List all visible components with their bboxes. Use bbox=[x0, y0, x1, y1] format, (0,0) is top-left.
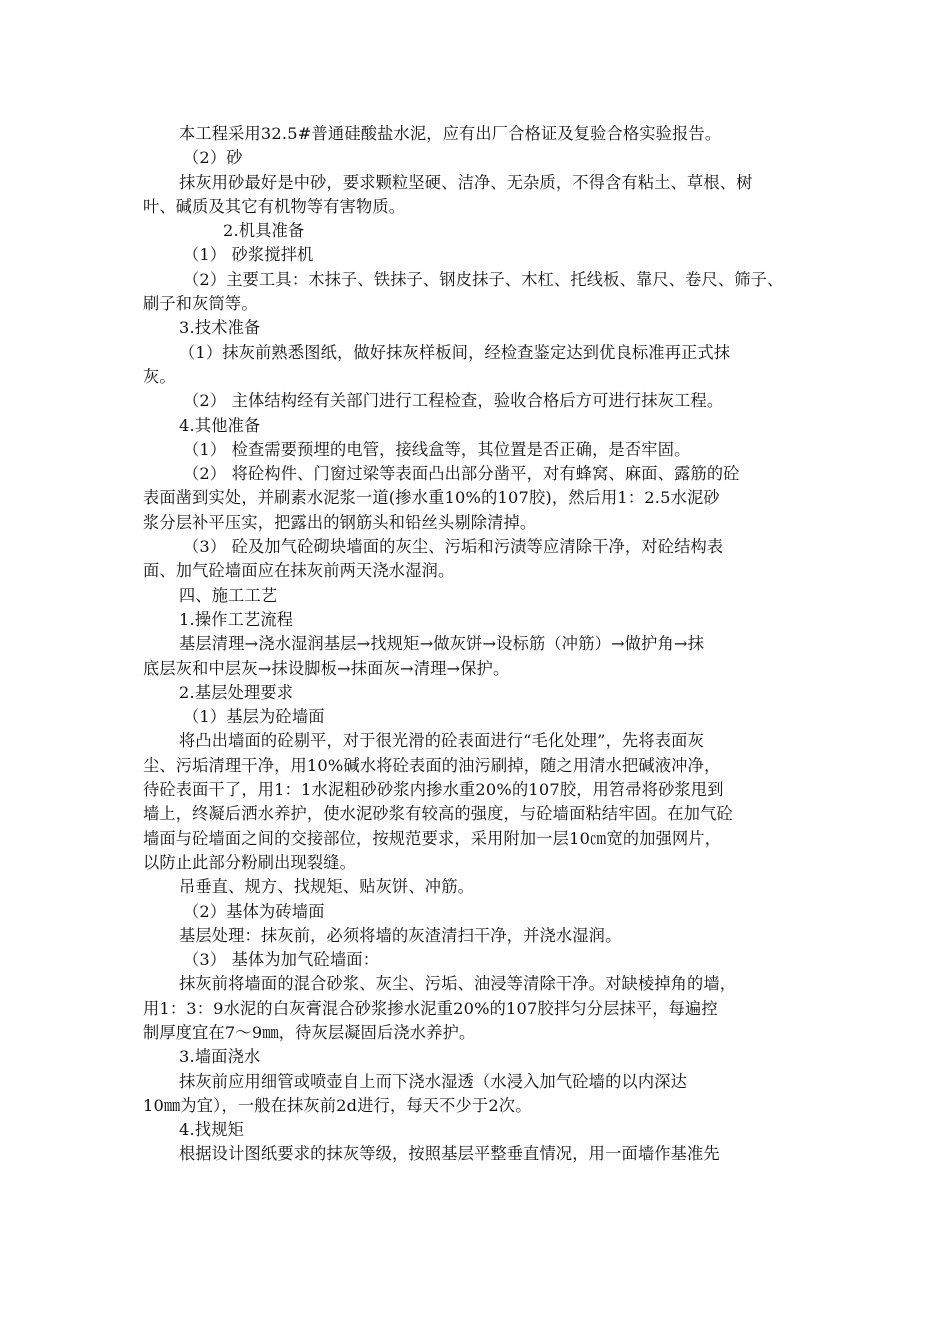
text-line: 叶、碱质及其它有机物等有害物质。 bbox=[143, 196, 406, 216]
text-line: （2） 将砼构件、门窗过梁等表面凸出部分凿平，对有蜂窝、麻面、露筋的砼 bbox=[183, 464, 740, 484]
section-heading: 4.找规矩 bbox=[179, 1120, 245, 1140]
text-line: 制厚度宜在7～9㎜，待灰层凝固后浇水养护。 bbox=[143, 1022, 476, 1042]
text-line: 灰。 bbox=[143, 366, 176, 386]
text-line: 将凸出墙面的砼剔平，对于很光滑的砼表面进行“毛化处理”，先将表面灰 bbox=[179, 731, 704, 751]
text-line: 抹灰前应用细管或喷壶自上而下浇水湿透（水浸入加气砼墙的以内深达 bbox=[179, 1071, 688, 1091]
text-line: 以防止此部分粉刷出现裂缝。 bbox=[143, 852, 357, 872]
text-line: 吊垂直、规方、找规矩、贴灰饼、冲筋。 bbox=[179, 877, 474, 897]
text-line: 刷子和灰筒等。 bbox=[143, 294, 258, 314]
section-heading: 四、施工工艺 bbox=[179, 585, 278, 605]
text-line: 尘、污垢清理干净，用10%碱水将砼表面的油污刷掉，随之用清水把碱液冲净， bbox=[143, 755, 721, 775]
text-line: （1） 检查需要预埋的电管，接线盒等，其位置是否正确，是否牢固。 bbox=[183, 439, 691, 459]
text-line: （1） 砂浆搅拌机 bbox=[183, 245, 314, 265]
text-line: （3） 基体为加气砼墙面： bbox=[183, 950, 380, 970]
section-heading: 3.技术准备 bbox=[179, 318, 261, 338]
text-line: 基层清理→浇水湿润基层→找规矩→做灰饼→设标筋（冲筋）→做护角→抹 bbox=[179, 634, 705, 654]
text-line: 待砼表面干了，用1：1水泥粗砂砂浆内掺水重20%的107胶，用笤帚将砂浆甩到 bbox=[143, 780, 724, 800]
text-line: 抹灰用砂最好是中砂，要求颗粒坚硬、洁净、无杂质，不得含有粘土、草根、树 bbox=[179, 172, 753, 192]
text-line: （2） 主体结构经有关部门进行工程检查，验收合格后方可进行抹灰工程。 bbox=[183, 391, 724, 411]
section-heading: 1.操作工艺流程 bbox=[179, 609, 294, 629]
text-line: 抹灰前将墙面的混合砂浆、灰尘、污垢、油浸等清除干净。对缺棱掉角的墙， bbox=[179, 974, 737, 994]
text-line: （2）基体为砖墙面 bbox=[183, 901, 325, 921]
document-body bbox=[143, 122, 807, 1167]
section-heading: 3.墙面浇水 bbox=[179, 1047, 261, 1067]
text-line: （2）主要工具：木抹子、铁抹子、钢皮抹子、木杠、托线板、靠尺、卷尺、筛子、 bbox=[183, 269, 784, 289]
text-line: 10㎜为宜），一般在抹灰前2d进行，每天不少于2次。 bbox=[143, 1095, 532, 1115]
text-line: 浆分层补平压实，把露出的钢筋头和铅丝头剔除清掉。 bbox=[143, 512, 537, 532]
text-line: 墙上，终凝后洒水养护，使水泥砂浆有较高的强度，与砼墙面粘结牢固。在加气砼 bbox=[143, 804, 733, 824]
text-line: 用1：3：9水泥的白灰膏混合砂浆掺水泥重20%的107胶拌匀分层抹平，每遍控 bbox=[143, 998, 718, 1018]
section-heading: 2.基层处理要求 bbox=[179, 682, 294, 702]
text-line: （2）砂 bbox=[183, 148, 243, 168]
text-line: 基层处理：抹灰前，必须将墙的灰渣清扫干净，并浇水湿润。 bbox=[179, 925, 622, 945]
text-line: 根据设计图纸要求的抹灰等级，按照基层平整垂直情况，用一面墙作基准先 bbox=[179, 1144, 720, 1164]
text-line: （3） 砼及加气砼砌块墙面的灰尘、污垢和污渍等应清除干净，对砼结构表 bbox=[183, 537, 724, 557]
text-line: （1）抹灰前熟悉图纸，做好抹灰样板间，经检查鉴定达到优良标准再正式抹 bbox=[179, 342, 731, 362]
text-line: 本工程采用32.5#普通硅酸盐水泥，应有出厂合格证及复验合格实验报告。 bbox=[179, 124, 722, 143]
text-line: 墙面与砼墙面之间的交接部位，按规范要求，采用附加一层10㎝宽的加强网片， bbox=[143, 828, 722, 848]
section-heading: 2.机具准备 bbox=[223, 221, 305, 241]
text-line: 面、加气砼墙面应在抹灰前两天浇水湿润。 bbox=[143, 561, 455, 581]
text-line: 底层灰和中层灰→抹设脚板→抹面灰→清理→保护。 bbox=[143, 658, 510, 678]
section-heading: 4.其他准备 bbox=[179, 415, 261, 435]
text-line: 表面凿到实处，并刷素水泥浆一道(掺水重10%的107胶)，然后用1：2.5水泥砂 bbox=[143, 488, 720, 508]
text-line: （1）基层为砼墙面 bbox=[183, 707, 325, 727]
